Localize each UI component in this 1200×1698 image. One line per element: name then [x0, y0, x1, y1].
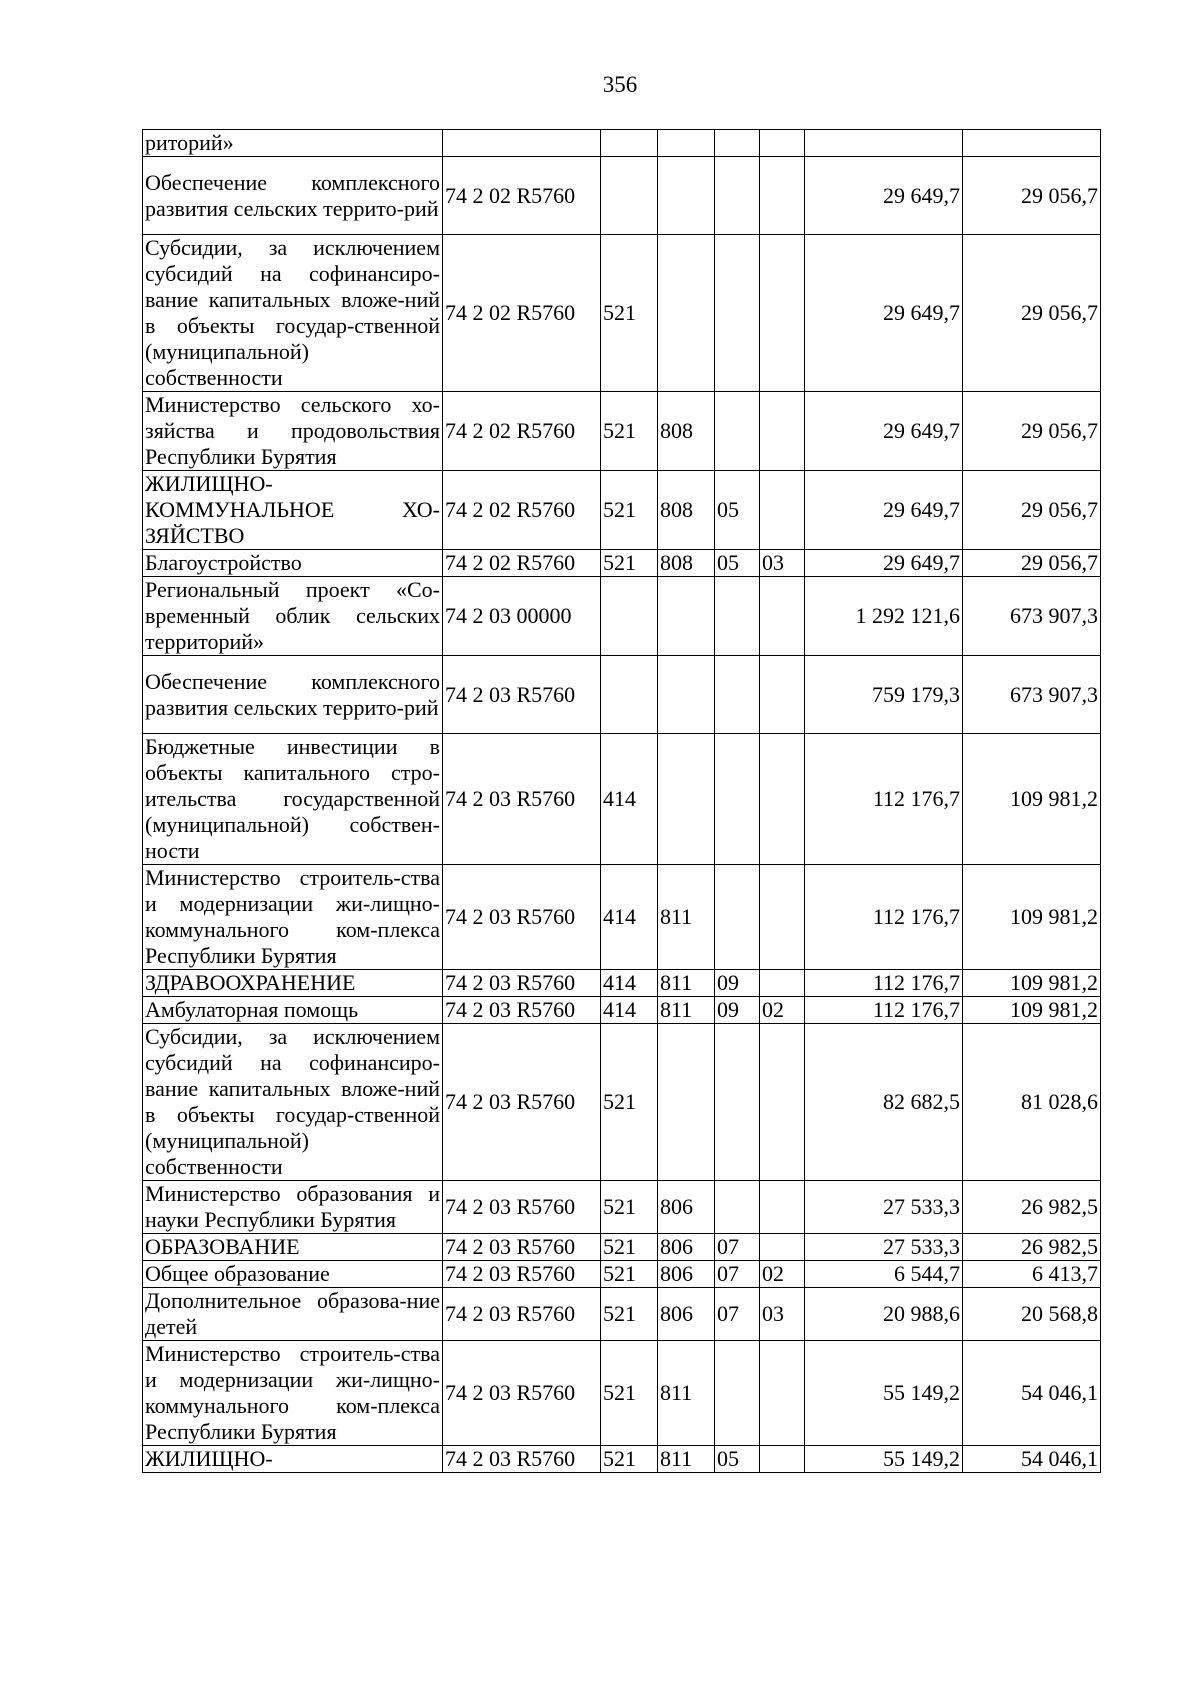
- amount-year-1: 29 649,7: [805, 471, 963, 550]
- table-row: [143, 1024, 1101, 1181]
- target-article-code: 74 2 03 R5760: [443, 865, 601, 970]
- section-code: [715, 157, 760, 235]
- subsection-code: [760, 1446, 805, 1473]
- subsection-code: [760, 865, 805, 970]
- target-article-code: 74 2 02 R5760: [443, 392, 601, 471]
- subsection-code: [760, 471, 805, 550]
- row-name: Общее образование: [143, 1261, 443, 1288]
- section-code: 07: [715, 1261, 760, 1288]
- amount-year-2: 26 982,5: [963, 1234, 1101, 1261]
- ministry-code: 811: [658, 970, 715, 997]
- amount-year-2: 673 907,3: [963, 577, 1101, 656]
- row-name: ЗДРАВООХРАНЕНИЕ: [143, 970, 443, 997]
- amount-year-1: 55 149,2: [805, 1446, 963, 1473]
- section-code: [715, 1181, 760, 1234]
- row-name: Обеспечение комплексного развития сельских террито-рий: [143, 656, 443, 734]
- section-code: [715, 577, 760, 656]
- table-row: [143, 550, 1101, 577]
- expense-type-code: 521: [601, 471, 658, 550]
- section-code: [715, 392, 760, 471]
- table-row: [143, 734, 1101, 865]
- target-article-code: 74 2 03 R5760: [443, 997, 601, 1024]
- row-name: Субсидии, за исключением субсидий на софинансиро-вание капитальных вложе-ний в объекты государ-ственной (муниципальной) собственности: [143, 235, 443, 392]
- table-row: [143, 157, 1101, 235]
- target-article-code: 74 2 03 R5760: [443, 1234, 601, 1261]
- section-code: [715, 235, 760, 392]
- row-name: Министерство сельского хо-зяйства и продовольствия Республики Бурятия: [143, 392, 443, 471]
- amount-year-1: 82 682,5: [805, 1024, 963, 1181]
- ministry-code: 808: [658, 471, 715, 550]
- page-number: 356: [602, 72, 638, 97]
- subsection-code: [760, 235, 805, 392]
- subsection-code: 03: [760, 1288, 805, 1341]
- target-article-code: 74 2 03 R5760: [443, 1024, 601, 1181]
- ministry-code: [658, 656, 715, 734]
- amount-year-1: 27 533,3: [805, 1181, 963, 1234]
- amount-year-2: [963, 130, 1101, 157]
- row-name: Министерство образования и науки Республики Бурятия: [143, 1181, 443, 1234]
- table-row: [143, 235, 1101, 392]
- table-row: [143, 130, 1101, 157]
- expense-type-code: 414: [601, 734, 658, 865]
- amount-year-1: 112 176,7: [805, 970, 963, 997]
- expense-type-code: [601, 656, 658, 734]
- row-name: Министерство строитель-ства и модернизации жи-лищно-коммунального ком-плекса Республики Бурятия: [143, 1341, 443, 1446]
- amount-year-2: 26 982,5: [963, 1181, 1101, 1234]
- subsection-code: [760, 1234, 805, 1261]
- target-article-code: 74 2 03 R5760: [443, 1446, 601, 1473]
- target-article-code: 74 2 03 R5760: [443, 734, 601, 865]
- amount-year-2: 29 056,7: [963, 392, 1101, 471]
- expense-type-code: 521: [601, 1446, 658, 1473]
- amount-year-1: 55 149,2: [805, 1341, 963, 1446]
- expense-type-code: 521: [601, 1234, 658, 1261]
- subsection-code: [760, 970, 805, 997]
- target-article-code: 74 2 03 R5760: [443, 1341, 601, 1446]
- amount-year-1: 6 544,7: [805, 1261, 963, 1288]
- ministry-code: [658, 734, 715, 865]
- expense-type-code: 414: [601, 997, 658, 1024]
- target-article-code: 74 2 02 R5760: [443, 550, 601, 577]
- section-code: 05: [715, 471, 760, 550]
- table-row: [143, 1181, 1101, 1234]
- target-article-code: 74 2 02 R5760: [443, 471, 601, 550]
- subsection-code: [760, 734, 805, 865]
- amount-year-1: 27 533,3: [805, 1234, 963, 1261]
- amount-year-2: 29 056,7: [963, 550, 1101, 577]
- table-row: [143, 1261, 1101, 1288]
- amount-year-2: 81 028,6: [963, 1024, 1101, 1181]
- subsection-code: [760, 392, 805, 471]
- table-row: [143, 997, 1101, 1024]
- ministry-code: [658, 235, 715, 392]
- section-code: [715, 656, 760, 734]
- section-code: 09: [715, 970, 760, 997]
- ministry-code: 806: [658, 1261, 715, 1288]
- row-name: Бюджетные инвестиции в объекты капитального стро-ительства государственной (муниципальной) собствен-ности: [143, 734, 443, 865]
- expense-type-code: 521: [601, 1181, 658, 1234]
- ministry-code: 811: [658, 997, 715, 1024]
- row-name: риторий»: [143, 130, 443, 157]
- amount-year-1: 29 649,7: [805, 157, 963, 235]
- table-row: [143, 392, 1101, 471]
- table-row: [143, 471, 1101, 550]
- ministry-code: [658, 577, 715, 656]
- amount-year-1: [805, 130, 963, 157]
- ministry-code: 806: [658, 1181, 715, 1234]
- section-code: [715, 130, 760, 157]
- amount-year-2: 109 981,2: [963, 734, 1101, 865]
- subsection-code: 03: [760, 550, 805, 577]
- ministry-code: [658, 157, 715, 235]
- table-row: [143, 577, 1101, 656]
- expense-type-code: [601, 130, 658, 157]
- target-article-code: 74 2 03 R5760: [443, 656, 601, 734]
- amount-year-2: 6 413,7: [963, 1261, 1101, 1288]
- target-article-code: 74 2 02 R5760: [443, 235, 601, 392]
- table-row: [143, 970, 1101, 997]
- subsection-code: [760, 577, 805, 656]
- amount-year-2: 109 981,2: [963, 997, 1101, 1024]
- expense-type-code: 521: [601, 1261, 658, 1288]
- subsection-code: [760, 157, 805, 235]
- table-row: [143, 1288, 1101, 1341]
- subsection-code: 02: [760, 997, 805, 1024]
- amount-year-1: 29 649,7: [805, 550, 963, 577]
- ministry-code: 806: [658, 1234, 715, 1261]
- amount-year-2: 109 981,2: [963, 865, 1101, 970]
- expense-type-code: 521: [601, 1288, 658, 1341]
- section-code: 07: [715, 1288, 760, 1341]
- amount-year-2: 29 056,7: [963, 235, 1101, 392]
- budget-table: [142, 129, 1101, 1473]
- ministry-code: 806: [658, 1288, 715, 1341]
- amount-year-2: 109 981,2: [963, 970, 1101, 997]
- section-code: [715, 734, 760, 865]
- amount-year-2: 29 056,7: [963, 471, 1101, 550]
- target-article-code: 74 2 03 R5760: [443, 1261, 601, 1288]
- target-article-code: 74 2 03 R5760: [443, 1181, 601, 1234]
- row-name: Обеспечение комплексного развития сельских террито-рий: [143, 157, 443, 235]
- amount-year-1: 29 649,7: [805, 392, 963, 471]
- ministry-code: 808: [658, 392, 715, 471]
- subsection-code: [760, 1024, 805, 1181]
- amount-year-1: 112 176,7: [805, 997, 963, 1024]
- ministry-code: 811: [658, 1446, 715, 1473]
- ministry-code: 811: [658, 865, 715, 970]
- table-row: [143, 1446, 1101, 1473]
- section-code: 09: [715, 997, 760, 1024]
- expense-type-code: 414: [601, 970, 658, 997]
- amount-year-2: 29 056,7: [963, 157, 1101, 235]
- target-article-code: [443, 130, 601, 157]
- table-row: [143, 1341, 1101, 1446]
- section-code: [715, 1341, 760, 1446]
- expense-type-code: 521: [601, 235, 658, 392]
- amount-year-2: 20 568,8: [963, 1288, 1101, 1341]
- table-row: [143, 1234, 1101, 1261]
- section-code: 07: [715, 1234, 760, 1261]
- amount-year-1: 112 176,7: [805, 865, 963, 970]
- amount-year-1: 1 292 121,6: [805, 577, 963, 656]
- expense-type-code: 521: [601, 550, 658, 577]
- amount-year-1: 759 179,3: [805, 656, 963, 734]
- ministry-code: 811: [658, 1341, 715, 1446]
- expense-type-code: [601, 157, 658, 235]
- row-name: Субсидии, за исключением субсидий на софинансиро-вание капитальных вложе-ний в объекты государ-ственной (муниципальной) собственности: [143, 1024, 443, 1181]
- target-article-code: 74 2 03 00000: [443, 577, 601, 656]
- subsection-code: [760, 656, 805, 734]
- amount-year-2: 673 907,3: [963, 656, 1101, 734]
- expense-type-code: [601, 577, 658, 656]
- amount-year-2: 54 046,1: [963, 1341, 1101, 1446]
- section-code: [715, 1024, 760, 1181]
- section-code: [715, 865, 760, 970]
- row-name: Региональный проект «Со-временный облик сельских территорий»: [143, 577, 443, 656]
- subsection-code: 02: [760, 1261, 805, 1288]
- row-name: Министерство строитель-ства и модернизации жи-лищно-коммунального ком-плекса Республики Бурятия: [143, 865, 443, 970]
- expense-type-code: 521: [601, 1024, 658, 1181]
- ministry-code: 808: [658, 550, 715, 577]
- expense-type-code: 521: [601, 1341, 658, 1446]
- subsection-code: [760, 1341, 805, 1446]
- expense-type-code: 521: [601, 392, 658, 471]
- row-name: Благоустройство: [143, 550, 443, 577]
- amount-year-2: 54 046,1: [963, 1446, 1101, 1473]
- row-name: Дополнительное образова-ние детей: [143, 1288, 443, 1341]
- ministry-code: [658, 1024, 715, 1181]
- target-article-code: 74 2 02 R5760: [443, 157, 601, 235]
- subsection-code: [760, 1181, 805, 1234]
- row-name: ЖИЛИЩНО-: [143, 1446, 443, 1473]
- row-name: ОБРАЗОВАНИЕ: [143, 1234, 443, 1261]
- amount-year-1: 29 649,7: [805, 235, 963, 392]
- expense-type-code: 414: [601, 865, 658, 970]
- amount-year-1: 112 176,7: [805, 734, 963, 865]
- section-code: 05: [715, 550, 760, 577]
- subsection-code: [760, 130, 805, 157]
- target-article-code: 74 2 03 R5760: [443, 1288, 601, 1341]
- ministry-code: [658, 130, 715, 157]
- target-article-code: 74 2 03 R5760: [443, 970, 601, 997]
- table-row: [143, 656, 1101, 734]
- row-name: Амбулаторная помощь: [143, 997, 443, 1024]
- amount-year-1: 20 988,6: [805, 1288, 963, 1341]
- table-row: [143, 865, 1101, 970]
- row-name: ЖИЛИЩНО-КОММУНАЛЬНОЕ ХО-ЗЯЙСТВО: [143, 471, 443, 550]
- section-code: 05: [715, 1446, 760, 1473]
